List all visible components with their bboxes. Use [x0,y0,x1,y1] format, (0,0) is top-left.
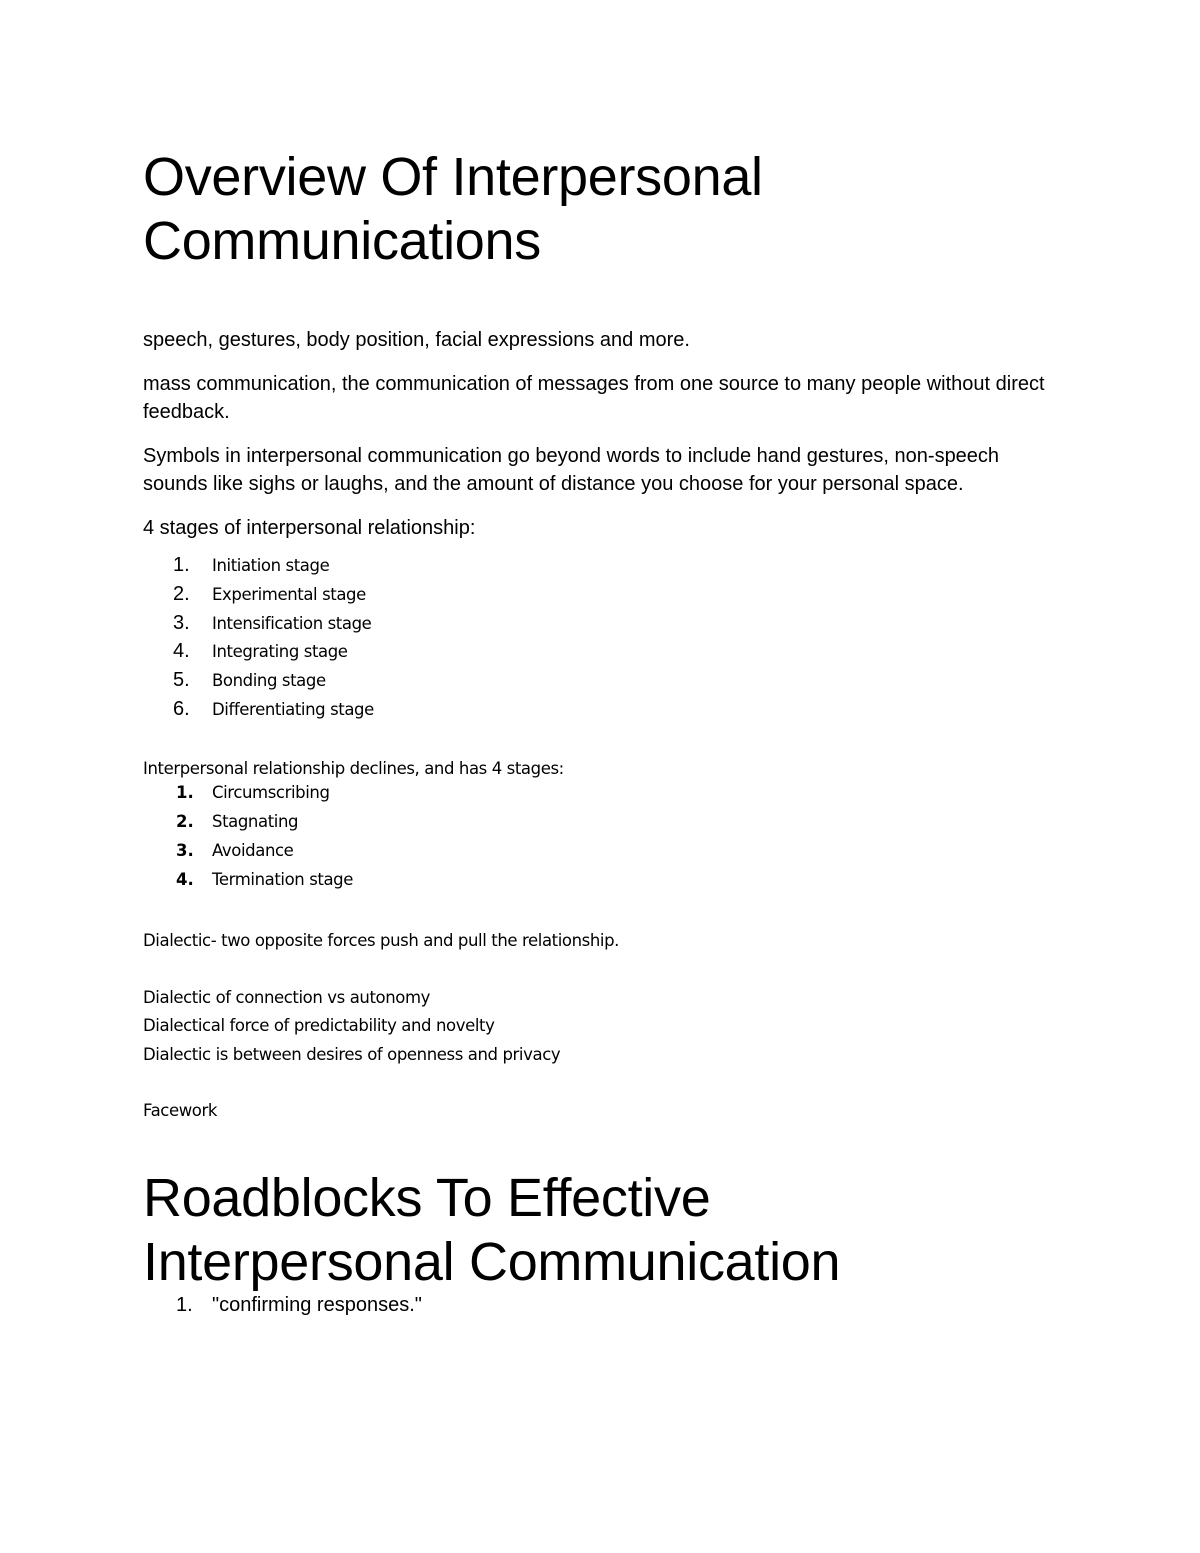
dialectic-line: Dialectical force of predictability and novelty [143,1016,495,1036]
list-item [143,554,1053,583]
list-text: Termination stage [212,870,353,890]
heading-overview [143,145,1053,273]
paragraph-speech: speech, gestures, body position, facial expressions and more. [143,329,690,351]
list-number: 1. [176,1293,193,1316]
list-item [143,669,1053,698]
list-number: 5. [173,669,190,692]
list-item [143,583,1053,612]
facework-text: Facework [143,1101,218,1121]
list-text: Avoidance [212,841,294,861]
heading-roadblocks-line2: Interpersonal Communication [143,1231,841,1292]
list-text: Bonding stage [212,671,326,691]
dialectic-line: Dialectic of connection vs autonomy [143,987,431,1007]
list-text: Initiation stage [212,556,330,575]
list-number: 6. [173,697,190,720]
dialectic-definition: Dialectic- two opposite forces push and pull the relationship. [143,931,620,951]
list-text: "confirming responses." [212,1293,422,1316]
relationship-stages-list [143,554,1053,727]
paragraph-symbols: Symbols in interpersonal communication go beyond words to include hand gestures, non-speech sounds like sighs or laughs, and the amount of distance you choose for your personal space. [143,445,1000,495]
list-number: 1. [176,783,194,803]
list-text: Circumscribing [212,783,330,803]
list-item [143,783,1053,812]
heading-roadblocks [143,1166,1053,1294]
list-number: 3. [173,611,190,634]
list-item [143,812,1053,841]
heading-overview-line1: Overview Of Interpersonal [143,147,763,207]
document-content [143,145,1053,1324]
decline-intro: Interpersonal relationship declines, and has 4 stages: [143,758,564,778]
list-item [143,841,1053,870]
dialectic-line: Dialectic is between desires of openness and privacy [143,1044,561,1064]
list-number: 1. [173,554,190,576]
list-text: Intensification stage [212,613,372,633]
list-text: Integrating stage [212,642,348,662]
roadblocks-list [143,1294,1053,1324]
list-number: 3. [176,841,194,861]
list-number: 4. [176,870,194,890]
heading-overview-line2: Communications [143,211,541,271]
list-number: 4. [173,640,190,663]
list-text: Stagnating [212,812,299,832]
paragraph-mass-communication: mass communication, the communication of messages from one source to many people without direct feedback. [143,373,1045,423]
list-text: Experimental stage [212,584,366,604]
list-number: 2. [176,812,194,832]
list-item [143,870,1053,899]
list-text: Differentiating stage [212,699,374,719]
paragraph-stages-intro: 4 stages of interpersonal relationship: [143,517,476,539]
decline-stages-list [143,783,1053,899]
list-item [143,1294,1053,1324]
list-item [143,698,1053,727]
list-item [143,640,1053,669]
list-item [143,612,1053,641]
list-number: 2. [173,582,190,605]
heading-roadblocks-line1: Roadblocks To Effective [143,1167,711,1228]
